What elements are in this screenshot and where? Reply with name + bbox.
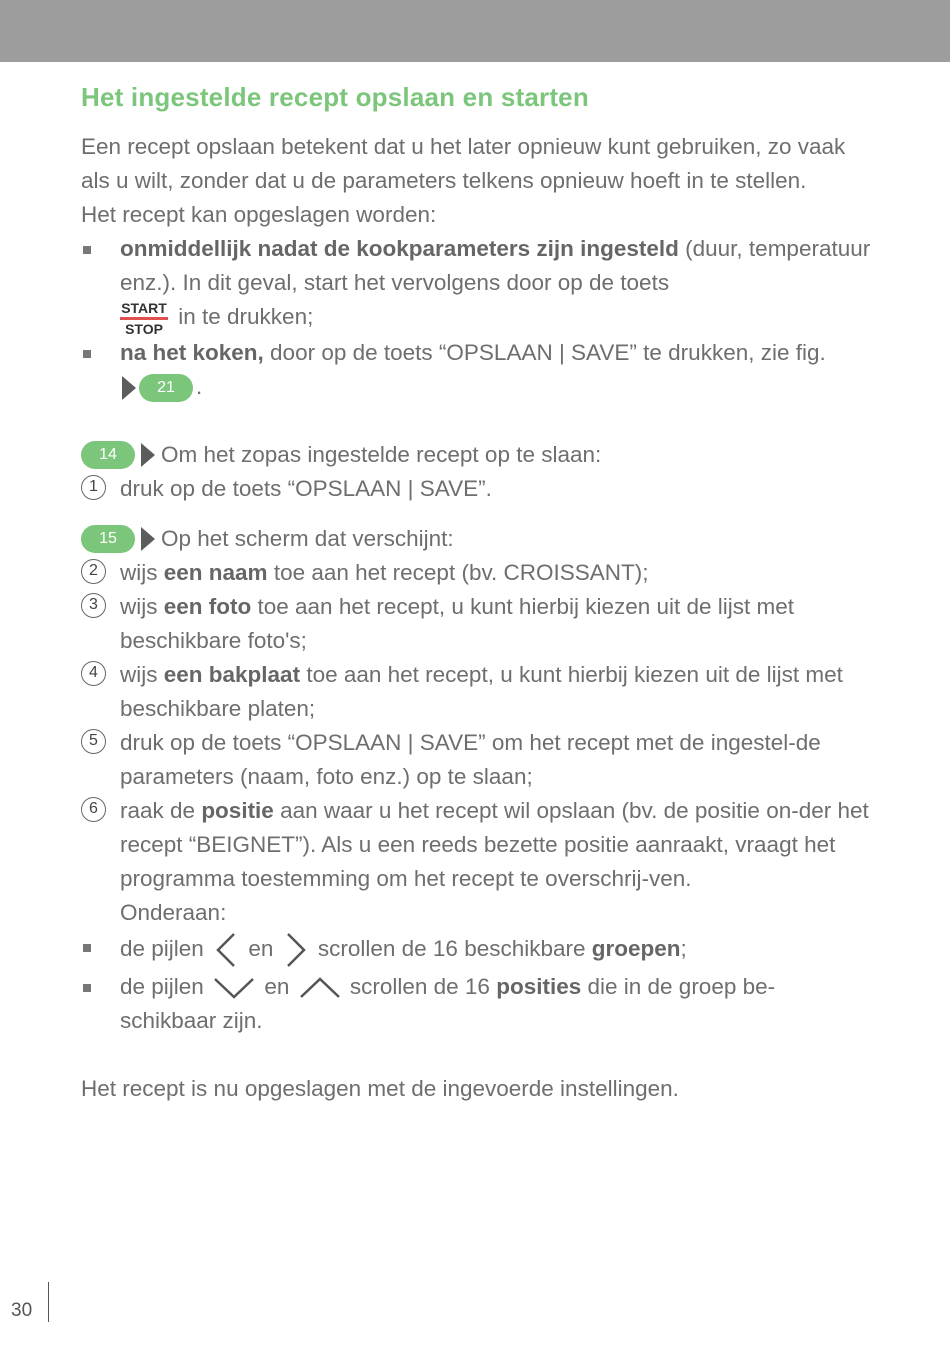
play-arrow-icon xyxy=(141,443,155,467)
step-text: Om het zopas ingestelde recept op te slaan: xyxy=(161,441,602,467)
item-text: aan waar u het recept wil opslaan (bv. de positie on-der het recept “BEIGNET”). Als u een reeds bezette positie aanraakt, vraagt het programma toestemming om het recept te overschrij-ven. xyxy=(120,797,869,891)
start-stop-key-icon xyxy=(120,301,168,336)
item-text: de pijlen xyxy=(120,935,211,961)
bullet-text-end: in te drukken; xyxy=(172,304,314,329)
item-bold: posities xyxy=(496,973,582,999)
bullet-item xyxy=(81,930,871,970)
chevron-left-icon xyxy=(212,930,240,970)
numbered-item xyxy=(81,590,871,658)
item-text: druk op de toets “OPSLAAN | SAVE” om het recept met de ingestel-de parameters (naam, foto enz.) op te slaan; xyxy=(120,729,821,789)
bullet-bold-text: onmiddellijk nadat de kookparameters zijn ingesteld xyxy=(120,236,679,261)
bullet-square-icon xyxy=(83,984,91,992)
stop-label: STOP xyxy=(125,320,163,337)
item-text: en xyxy=(258,973,296,999)
intro-paragraph: Een recept opslaan betekent dat u het later opnieuw kunt gebruiken, zo vaak als u wilt, zonder dat u de parameters telkens opnieuw hoeft in te stellen. xyxy=(81,134,846,193)
start-label: START xyxy=(121,299,167,316)
step-number-circle: 3 xyxy=(81,593,106,618)
step-header xyxy=(81,522,871,556)
item-bold: een bakplaat xyxy=(163,661,301,687)
step-number-circle: 5 xyxy=(81,729,106,754)
bullet-text-end: . xyxy=(196,373,203,399)
item-text: wijs xyxy=(120,559,164,585)
content xyxy=(81,130,871,1106)
item-text: scrollen de 16 beschikbare xyxy=(311,935,592,961)
chevron-right-icon xyxy=(282,930,310,970)
item-text: toe aan het recept, u kunt hierbij kiezen uit de lijst met beschikbare platen; xyxy=(120,661,843,721)
item-text: en xyxy=(242,935,280,961)
bullet-square-icon xyxy=(83,246,91,254)
item-text: druk op de toets “OPSLAAN | SAVE”. xyxy=(120,475,492,501)
item-text: toe aan het recept (bv. CROISSANT); xyxy=(267,559,649,585)
play-arrow-icon xyxy=(122,376,136,400)
step-text: Op het scherm dat verschijnt: xyxy=(161,525,454,551)
item-bold: positie xyxy=(201,797,274,823)
bullet-bold-text: na het koken, xyxy=(120,339,264,365)
item-text: wijs xyxy=(120,593,164,619)
numbered-item xyxy=(81,472,871,506)
onderaan-line xyxy=(81,896,871,930)
chevron-up-icon xyxy=(298,975,342,1001)
bullet-square-icon xyxy=(83,350,91,358)
closing-paragraph: Het recept is nu opgeslagen met de ingevoerde instellingen. xyxy=(81,1075,679,1101)
item-bold: een foto xyxy=(163,593,252,619)
item-text: ; xyxy=(680,935,687,961)
item-bold: groepen xyxy=(591,935,681,961)
bullet-text: door op de toets “OPSLAAN | SAVE” te drukken, zie fig. xyxy=(263,339,826,365)
step-number-circle: 2 xyxy=(81,559,106,584)
bullet-text: (duur, temperatuur enz.). In dit geval, start het vervolgens door op de toets xyxy=(120,236,871,295)
item-text: Onderaan: xyxy=(120,899,227,925)
step-number-circle: 4 xyxy=(81,661,106,686)
step-number-badge: 15 xyxy=(81,525,135,553)
chevron-down-icon xyxy=(212,975,256,1001)
step-number-badge: 14 xyxy=(81,441,135,469)
step-number-circle: 1 xyxy=(81,475,106,500)
item-text: toe aan het recept, u kunt hierbij kiezen uit de lijst met beschikbare foto's; xyxy=(120,593,795,653)
item-text: scrollen de 16 xyxy=(343,973,497,999)
play-arrow-icon xyxy=(141,527,155,551)
numbered-item xyxy=(81,794,871,896)
start-stop-divider xyxy=(120,317,168,320)
item-text: die in de groep be-schikbaar zijn. xyxy=(120,973,776,1033)
bullet-item xyxy=(81,970,871,1038)
footer-divider xyxy=(48,1282,49,1322)
page-number: 30 xyxy=(11,1300,33,1321)
numbered-item xyxy=(81,556,871,590)
figure-number-badge: 21 xyxy=(139,374,193,402)
step-number-circle: 6 xyxy=(81,797,106,822)
bullet-square-icon xyxy=(83,944,91,952)
bullet-item xyxy=(81,232,871,336)
item-bold: een naam xyxy=(163,559,268,585)
intro-paragraph-2: Het recept kan opgeslagen worden: xyxy=(81,202,437,227)
numbered-item xyxy=(81,658,871,726)
figure-reference xyxy=(120,373,196,403)
item-text: de pijlen xyxy=(120,973,211,999)
step-header xyxy=(81,438,871,472)
page-title: Het ingestelde recept opslaan en starten xyxy=(81,82,589,112)
numbered-item xyxy=(81,726,871,794)
header-bar xyxy=(0,0,950,62)
item-text: raak de xyxy=(120,797,202,823)
bullet-item xyxy=(81,336,871,404)
item-text: wijs xyxy=(120,661,164,687)
